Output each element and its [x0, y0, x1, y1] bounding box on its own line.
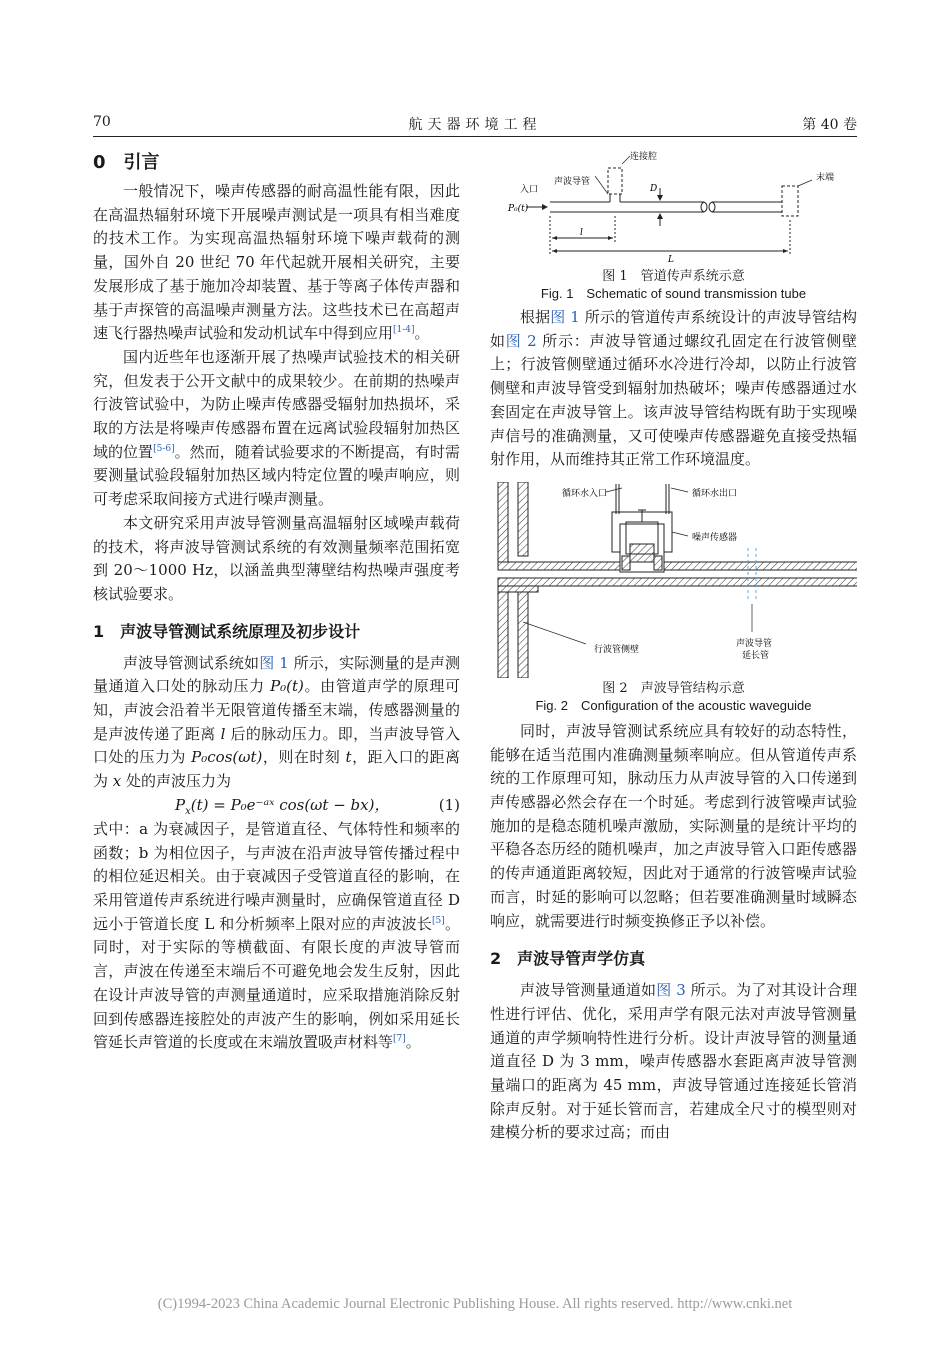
figure-link[interactable]: 图 2	[505, 331, 537, 350]
running-header	[93, 112, 857, 136]
label-D: D	[650, 184, 658, 194]
figure-2	[490, 482, 857, 720]
figure-2-diagram	[490, 482, 857, 678]
paragraph: 国内近些年也逐渐开展了热噪声试验技术的相关研究，但发表于公开文献中的成果较少。在前期的热噪声行波管试验中，为防止噪声传感器受辐射加热损坏，采取的方法是将噪声传感器布置在远离试验段辐射加热区域的位置[5-6]。然而，随着试验要求的不断提高，有时需要测量试验段辐射加热区域内特定位置的噪声响应，则可考虑采取间接方式进行噪声测量。	[93, 347, 460, 509]
citation-link[interactable]: [7]	[393, 1034, 406, 1045]
left-column	[93, 146, 460, 1055]
section-1-heading: 1 声波导管测试系统原理及初步设计	[93, 621, 361, 641]
label-sensor: 噪声传感器	[692, 532, 738, 543]
figure-1-diagram	[490, 146, 857, 264]
page-number: 70	[93, 114, 111, 130]
citation-link[interactable]: [5]	[432, 915, 445, 926]
label-wall: 行波管侧壁	[594, 644, 640, 655]
volume-label: 第 40 卷	[802, 117, 857, 133]
paragraph: 本文研究采用声波导管测量高温辐射区域噪声载荷的技术，将声波导管测试系统的有效测量频率范围拓宽到 20～1000 Hz，以涵盖典型薄壁结构热噪声强度考核试验要求。	[93, 513, 460, 603]
figure-1-caption-en: Fig. 1 Schematic of sound transmission tube	[540, 286, 807, 301]
header-rule	[93, 136, 857, 137]
figure-2-caption-en: Fig. 2 Configuration of the acoustic waveguide	[535, 697, 812, 713]
paragraph: 声波导管测试系统如图 1 所示，实际测量的是声测量通道入口处的脉动压力 P₀(t)。由管道声学的原理可知，声波会沿着半无限管道传播至末端，传感器测量的是声波传递了距离 l 后的脉动压力。即，当声波导管入口处的压力为 P₀cos(ωt)，则在时刻 t，距入口的距离为 x 处的声波压力为	[93, 653, 460, 791]
citation-link[interactable]: [5-6]	[153, 443, 175, 454]
paragraph: 同时，声波导管测试系统应具有较好的动态特性，能够在适当范围内准确测量频率响应。但从管道传声系统的工作原理可知，脉动压力从声波导管的入口传递到声传感器必然会存在一个时延。考虑到行波管噪声试验施加的是稳态随机噪声激励，实际测量的是统计平均的平稳各态历经的随机噪声，加之声波导管入口距传感器的传声通道距离较短，因此对于通常的行波管噪声试验而言，时延的影响可以忽略；但若要准确测量时域瞬态响应，就需要进行时频变换修正予以补偿。	[490, 721, 857, 930]
label-ext1: 声波导管	[736, 638, 773, 649]
label-p0t: P₀(t)	[508, 204, 529, 214]
figure-link[interactable]: 图 3	[656, 981, 686, 1000]
journal-title: 航天器环境工程	[408, 117, 542, 133]
label-water-out: 循环水出口	[692, 488, 738, 499]
figure-link[interactable]: 图 1	[550, 308, 580, 326]
label-inlet: 入口	[520, 185, 539, 195]
label-guide: 声波导管	[554, 177, 591, 187]
footer-copyright: (C)1994-2023 China Academic Journal Electronic Publishing House. All rights reserved. http://www.cnki.net	[157, 1296, 793, 1312]
figure-1-caption: 图 1 管道传声系统示意	[602, 269, 745, 284]
section-2-heading: 2 声波导管声学仿真	[490, 949, 646, 969]
paragraph: 声波导管测量通道如图 3 所示。为了对其设计合理性进行评估、优化，采用声学有限元法对声波导管测量通道的声学频响特性进行分析。设计声波导管的测量通道直径 D 为 3 mm，噪声传感器水套距离声波导管测量端口的距离为 45 mm，声波导管通过连接延长管消除声反射。对于延长管而言，若建成全尺寸的模型则对建模分析的要求过高；而由	[490, 981, 857, 1142]
equation-1: $P_x(t)$ = P₀e⁻ᵃˣ cos(ωt − bx)， (1)	[175, 795, 460, 817]
paragraph: 式中：a 为衰减因子，是管道直径、气体特性和频率的函数；b 为相位因子，与声波在沿声波导管传播过程中的相位延迟相关。由于衰减因子受管道直径的影响，在采用管道传声系统进行噪声测量时，应确保管道直径 D 远小于管道长度 L 和分析频率上限对应的声波波长[5]。同时，对于实际的等横截面、有限长度的声波导管而言，声波在传递至末端后不可避免地会发生反射，因此在设计声波导管的声测量通道时，应采取措施消除反射回到传感器连接腔处的声波产生的影响，例如采用延长管延长声管道的长度或在末端放置吸声材料等[7]。	[93, 819, 460, 1052]
label-water-in: 循环水入口	[562, 488, 608, 499]
figure-2-caption: 图 2 声波导管结构示意	[602, 680, 745, 696]
label-L: L	[668, 255, 674, 264]
paragraph: 一般情况下，噪声传感器的耐高温性能有限，因此在高温热辐射环境下开展噪声测试是一项具有相当难度的技术工作。为实现高温热辐射环境下噪声载荷的测量，国外自 20 世纪 70 年代起就开展相关研究，主要发展形成了基于施加冷却装置、基于等离子体传声器和基于声探管的高温噪声测量方法。这些技术已在高超声速飞行器热噪声试验和发动机试车中得到应用[1-4]。	[93, 182, 460, 343]
citation-link[interactable]: [1-4]	[393, 325, 415, 336]
equation-number: (1)	[438, 795, 460, 814]
label-ext2: 延长管	[742, 650, 770, 661]
label-cavity: 连接腔	[630, 152, 658, 162]
figure-link[interactable]: 图 1	[259, 653, 289, 672]
right-column	[490, 146, 857, 1145]
section-0-heading: 0 引言	[93, 152, 160, 173]
paragraph: 根据图 1 所示的管道传声系统设计的声波导管结构如图 2 所示：声波导管通过螺纹孔固定在行波管侧壁上；行波管侧壁通过循环水冷进行冷却，以防止行波管侧壁和声波导管受到辐射加热破坏；噪声传感器通过水套固定在声波导管上。该声波导管结构既有助于实现噪声信号的准确测量，又可使噪声传感器避免直接受热辐射作用，从而维持其正常工作环境温度。	[490, 308, 857, 469]
label-l: l	[580, 228, 583, 238]
label-end: 末端	[816, 173, 835, 183]
figure-1	[490, 146, 857, 306]
